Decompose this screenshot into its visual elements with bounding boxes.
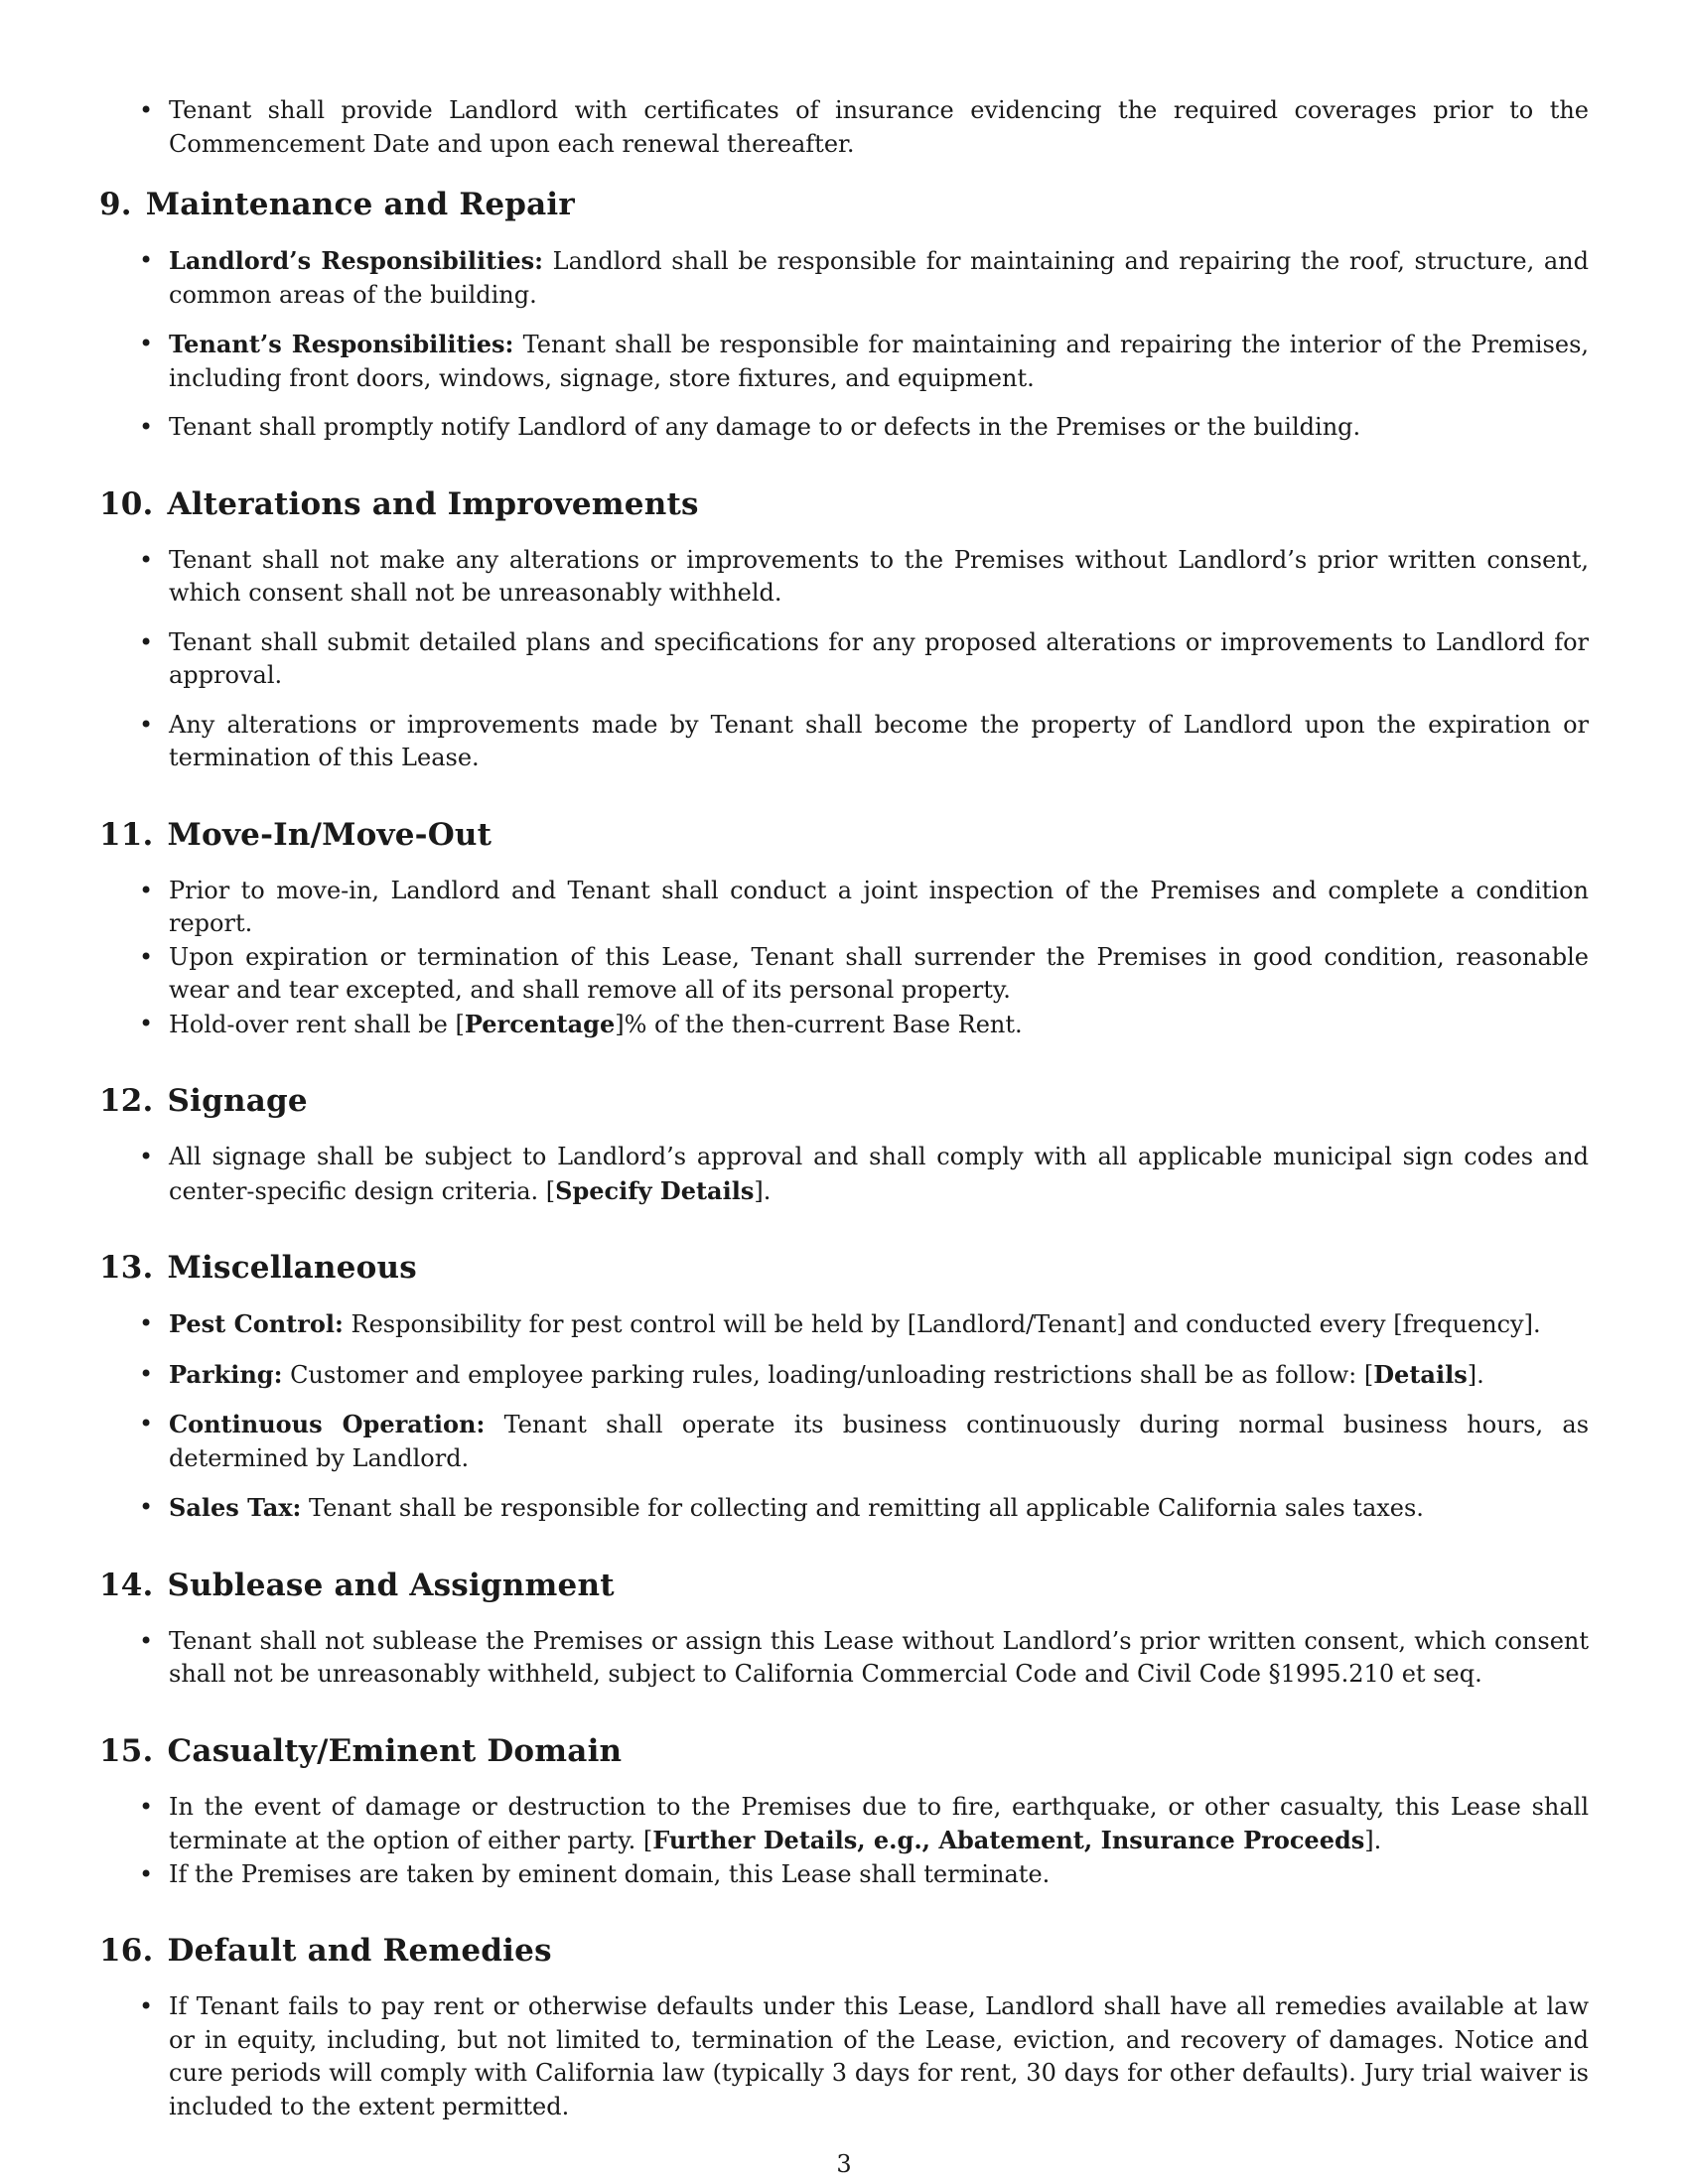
section-title: Maintenance and Repair [145, 187, 575, 222]
list-item: • Tenant shall not sublease the Premises or assign this Lease without Landlord’s prior written consent, which consent shall not be unreasonably withheld, subject to California Commercial Code and Civil Code §1995.210 et seq. [99, 1625, 1589, 1692]
section-number: 9. [99, 187, 132, 222]
item-text: ]% of the then-current Base Rent. [615, 1010, 1023, 1038]
item-text: Responsibility for pest control will be held by [Landlord/Tenant] and conducted every [frequency]. [343, 1310, 1541, 1338]
section-heading [99, 815, 1589, 855]
list-item [99, 411, 1589, 445]
section-number: 10. [99, 485, 154, 522]
section-heading [99, 484, 1589, 524]
page-number: 3 [836, 2150, 852, 2178]
list-item [99, 1791, 1589, 1858]
section-number: 14. [99, 1567, 154, 1603]
list-item [99, 1307, 1589, 1342]
item-text: ]. [1364, 1827, 1382, 1854]
bullet-list [99, 244, 1589, 445]
item-text: If the Premises are taken by eminent domain, this Lease shall terminate. [169, 1859, 1051, 1888]
item-text: Tenant shall operate its business continuously during normal business hours, as determined by Landlord. [169, 1411, 1590, 1472]
item-text: ]. [754, 1176, 772, 1205]
item-text: Hold-over rent shall be [ [169, 1010, 465, 1038]
bullet-list [99, 1141, 1589, 1208]
section-number: 12. [99, 1083, 154, 1119]
section-title: Signage [167, 1083, 308, 1119]
section-number: 13. [99, 1250, 154, 1286]
placeholder-field: Details [1373, 1359, 1468, 1389]
section-casualty-eminent-domain [99, 1731, 1589, 1892]
section-signage [99, 1081, 1589, 1208]
item-text: ]. [1467, 1360, 1484, 1389]
item-text: All signage shall be subject to Landlord’s approval and shall comply with all applicable municipal sign codes and center-specific design criteria. [ [169, 1143, 1589, 1205]
document-page [99, 94, 1589, 2139]
section-heading [99, 1931, 1589, 1971]
list-item [99, 1408, 1589, 1475]
section-number: 16. [99, 1933, 154, 1969]
section-number: 11. [99, 816, 154, 853]
list-item: • Tenant shall submit detailed plans and specifications for any proposed alterations or improvements to Landlord for approval. [99, 626, 1589, 693]
bullet-list [99, 544, 1589, 775]
section-number: 15. [99, 1732, 154, 1769]
section-title: Default and Remedies [167, 1933, 552, 1969]
item-text: Tenant shall promptly notify Landlord of any damage to or defects in the Premises or the building. [169, 413, 1361, 441]
section-title: Alterations and Improvements [167, 485, 699, 522]
section-heading [99, 1731, 1589, 1771]
item-text: In the event of damage or destruction to the Premises due to fire, earthquake, or other casualty, this Lease shall terminate at the option of either party. [ [169, 1792, 1589, 1854]
section-title: Sublease and Assignment [167, 1567, 615, 1603]
list-item: • Any alterations or improvements made by Tenant shall become the property of Landlord upon the expiration or termination of this Lease. [99, 709, 1589, 775]
section-maintenance-repair [99, 185, 1589, 445]
item-label: Continuous Operation: [169, 1410, 486, 1438]
bullet-list [99, 1791, 1589, 1892]
intro-bullet-list [99, 94, 1589, 161]
section-miscellaneous [99, 1248, 1589, 1526]
item-label: Tenant’s Responsibilities: [169, 330, 514, 358]
list-item [99, 328, 1589, 395]
section-title: Miscellaneous [167, 1250, 417, 1286]
section-alterations-improvements [99, 484, 1589, 775]
bullet-list [99, 875, 1589, 1042]
section-title: Move-In/Move-Out [167, 816, 492, 853]
section-sublease-assignment [99, 1566, 1589, 1692]
placeholder-field: Percentage [464, 1009, 616, 1038]
list-item [99, 1141, 1589, 1208]
placeholder-field: Further Details, e.g., Abatement, Insurance Proceeds [652, 1826, 1365, 1854]
item-text: Tenant shall be responsible for collecting and remitting all applicable California sales taxes. [301, 1494, 1424, 1522]
bullet-list [99, 1625, 1589, 1692]
bullet-list [99, 1307, 1589, 1526]
item-label: Landlord’s Responsibilities: [169, 246, 544, 275]
section-heading [99, 1566, 1589, 1605]
bullet-list [99, 1990, 1589, 2123]
item-text: Tenant shall be responsible for maintaining and repairing the interior of the Premises, including front doors, windows, signage, store fixtures, and equipment. [169, 331, 1590, 392]
list-item [99, 1858, 1589, 1892]
list-item: • Upon expiration or termination of this Lease, Tenant shall surrender the Premises in good condition, reasonable wear and tear excepted, and shall remove all of its personal property. [99, 941, 1589, 1008]
list-item [99, 1358, 1589, 1393]
section-title: Casualty/Eminent Domain [167, 1732, 623, 1769]
list-item [99, 244, 1589, 312]
list-item: • Prior to move-in, Landlord and Tenant shall conduct a joint inspection of the Premises and complete a condition report. [99, 875, 1589, 941]
item-label: Pest Control: [169, 1309, 344, 1338]
list-item: • Tenant shall not make any alterations or improvements to the Premises without Landlord’s prior written consent, which consent shall not be unreasonably withheld. [99, 544, 1589, 611]
item-text: Landlord shall be responsible for maintaining and repairing the roof, structure, and common areas of the building. [169, 247, 1590, 309]
section-move-in-move-out [99, 815, 1589, 1042]
item-label: Parking: [169, 1359, 283, 1389]
section-heading [99, 1081, 1589, 1121]
item-text: Customer and employee parking rules, loading/unloading restrictions shall be as follow: [ [282, 1360, 1374, 1389]
list-item [99, 1008, 1589, 1042]
section-default-remedies [99, 1931, 1589, 2123]
section-heading [99, 185, 1589, 224]
list-item [99, 1491, 1589, 1526]
placeholder-field: Specify Details [555, 1175, 755, 1205]
item-label: Sales Tax: [169, 1493, 302, 1522]
list-item: • Tenant shall provide Landlord with certificates of insurance evidencing the required coverages prior to the Commencement Date and upon each renewal thereafter. [99, 94, 1589, 161]
section-heading [99, 1248, 1589, 1288]
list-item: • If Tenant fails to pay rent or otherwise defaults under this Lease, Landlord shall have all remedies available at law or in equity, including, but not limited to, termination of the Lease, eviction, and recovery of damages. Notice and cure periods will comply with California law (typically 3 days for rent, 30 days for other defaults). Jury trial waiver is included to the extent permitted. [99, 1990, 1589, 2123]
